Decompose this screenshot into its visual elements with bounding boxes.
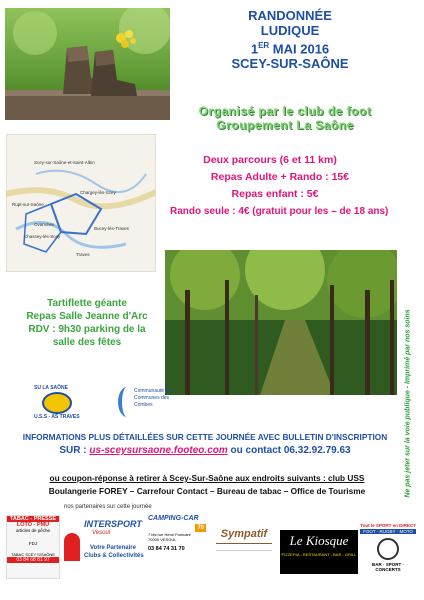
map-label: Ovanches bbox=[34, 222, 55, 227]
info-block bbox=[20, 432, 390, 456]
sponsor-sport-bar: Tout le SPORT en DIRECT FOOT · RUGBY · MOTO BAR · SPORT · CONCERTS bbox=[360, 523, 416, 577]
meal-line-2: Repas Salle Jeanne d'Arc bbox=[26, 311, 148, 322]
info-line: INFORMATIONS PLUS DÉTAILLÉES SUR CETTE JOURNÉE AVEC BULLETIN D'INSCRIPTION bbox=[22, 432, 388, 442]
football-icon bbox=[42, 392, 72, 414]
football-icon bbox=[377, 538, 399, 560]
meal-line-1: Tartiflette géante bbox=[47, 298, 127, 309]
title-date: 1ER MAI 2016 bbox=[250, 41, 330, 57]
organizer bbox=[170, 104, 400, 132]
coupon-line-2: Boulangerie FOREY – Carrefour Contact – Bureau de tabac – Office de Tourisme bbox=[48, 486, 366, 496]
offer-line: Deux parcours (6 et 11 km) bbox=[203, 154, 337, 166]
website-link[interactable]: us-sceysursaone.footeo.com bbox=[89, 445, 228, 456]
partners-label: nos partenaires sur cette journée bbox=[64, 504, 152, 510]
coupon-line-1: ou coupon-réponse à retirer à Scey-Sur-Saône aux endroits suivants : club USS bbox=[49, 473, 365, 483]
organizer-line-1: Organisé par le club de foot bbox=[198, 104, 372, 118]
map-label: Chassey-lès-Scey bbox=[24, 234, 61, 239]
map-label: Rupt-sur-Saône bbox=[12, 202, 44, 207]
side-note: Ne pas jeter sur la voie publique - Imprimé par nos soins bbox=[404, 309, 412, 498]
phone-number: 06.32.92.79.63 bbox=[283, 445, 351, 456]
title-location: SCEY-SUR-SAÔNE bbox=[231, 56, 349, 72]
club-logo: SU LA SAÔNE U.S.S - AS TRAVES bbox=[34, 385, 80, 420]
forest-path-photo bbox=[165, 250, 397, 395]
sponsor-intersport: INTERSPORT Vesoul Votre Partenaire Clubs & Collectivités bbox=[62, 515, 144, 577]
info-contact: SUR : us-sceysursaone.footeo.com ou contact 06.32.92.79.63 bbox=[59, 445, 351, 456]
sponsor-kiosque: Le Kiosque PIZZERIA - RESTAURANT - BAR - GRILL bbox=[280, 530, 358, 574]
meal-line-4: salle des fêtes bbox=[52, 337, 122, 348]
sponsor-campingcar: CAMPING-CAR 70 7 bis rue Henri Poincaré 70000 VESOUL 03 84 74 31 70 bbox=[148, 515, 208, 577]
offers bbox=[170, 152, 400, 220]
map-label: Bucey-lès-Traves bbox=[94, 226, 129, 231]
event-title bbox=[200, 8, 380, 71]
player-icon bbox=[64, 533, 80, 561]
offer-line: Repas Adulte + Rando : 15€ bbox=[210, 171, 350, 183]
hiking-boots-photo bbox=[5, 8, 170, 120]
title-line-1: RANDONNÉE bbox=[248, 8, 332, 23]
sponsor-sympatif: Sympatif bbox=[212, 528, 276, 574]
meal-line-3: RDV : 9h30 parking de la bbox=[28, 324, 146, 335]
organizer-line-2: Groupement La Saône bbox=[216, 118, 354, 132]
map-label: Chargey-lès-Scey bbox=[80, 190, 116, 195]
offer-line: Rando seule : 4€ (gratuit pour les – de 18 ans) bbox=[170, 206, 389, 217]
coupon-info bbox=[12, 473, 402, 496]
route-map bbox=[6, 134, 156, 272]
map-label: Scey-sur-Saône-et-Saint-Albin bbox=[34, 160, 95, 165]
meal-info bbox=[12, 297, 162, 349]
map-label: Traves bbox=[76, 252, 90, 257]
offer-line: Repas enfant : 5€ bbox=[231, 188, 319, 200]
title-line-2: LUDIQUE bbox=[260, 23, 320, 38]
community-logo: Communauté de Communes des Combes bbox=[118, 385, 178, 423]
sponsor-tabac: TABAC - PRESSE LOTO - PMU articles de pêche FDJ TABAC SCEY S/SAÔNE 03 84 68 81 97 bbox=[6, 515, 60, 579]
